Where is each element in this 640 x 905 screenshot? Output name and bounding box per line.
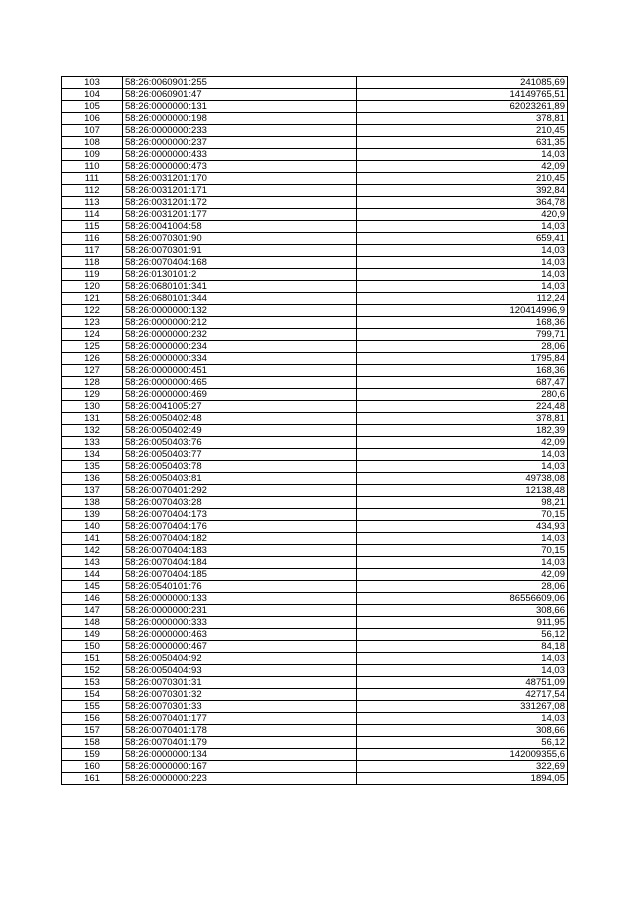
value-cell: 14,03 xyxy=(357,449,568,461)
table-row xyxy=(62,389,568,401)
cadastral-number-cell: 58:26:0070404:182 xyxy=(123,533,357,545)
value-cell: 378,81 xyxy=(357,113,568,125)
table-row xyxy=(62,545,568,557)
table-row xyxy=(62,665,568,677)
value-cell: 224,48 xyxy=(357,401,568,413)
value-cell: 210,45 xyxy=(357,173,568,185)
value-cell: 331267,08 xyxy=(357,701,568,713)
row-number-cell: 151 xyxy=(62,653,123,665)
row-number-cell: 129 xyxy=(62,389,123,401)
cadastral-number-cell: 58:26:0031201:170 xyxy=(123,173,357,185)
row-number-cell: 115 xyxy=(62,221,123,233)
value-cell: 56,12 xyxy=(357,629,568,641)
cadastral-number-cell: 58:26:0130101:2 xyxy=(123,269,357,281)
row-number-cell: 117 xyxy=(62,245,123,257)
value-cell: 14,03 xyxy=(357,149,568,161)
row-number-cell: 113 xyxy=(62,197,123,209)
row-number-cell: 134 xyxy=(62,449,123,461)
cadastral-number-cell: 58:26:0000000:233 xyxy=(123,125,357,137)
cadastral-number-cell: 58:26:0000000:334 xyxy=(123,353,357,365)
cadastral-number-cell: 58:26:0000000:433 xyxy=(123,149,357,161)
cadastral-number-cell: 58:26:0050403:77 xyxy=(123,449,357,461)
table-row xyxy=(62,401,568,413)
value-cell: 14,03 xyxy=(357,665,568,677)
cadastral-number-cell: 58:26:0070401:178 xyxy=(123,725,357,737)
table-row xyxy=(62,761,568,773)
row-number-cell: 106 xyxy=(62,113,123,125)
table-row xyxy=(62,77,568,89)
table-row xyxy=(62,569,568,581)
table-body xyxy=(62,77,568,785)
table-row xyxy=(62,773,568,785)
row-number-cell: 111 xyxy=(62,173,123,185)
row-number-cell: 131 xyxy=(62,413,123,425)
cadastral-number-cell: 58:26:0000000:231 xyxy=(123,605,357,617)
cadastral-number-cell: 58:26:0000000:234 xyxy=(123,341,357,353)
table-row xyxy=(62,317,568,329)
value-cell: 14,03 xyxy=(357,257,568,269)
value-cell: 14,03 xyxy=(357,533,568,545)
row-number-cell: 138 xyxy=(62,497,123,509)
row-number-cell: 141 xyxy=(62,533,123,545)
cadastral-number-cell: 58:26:0000000:223 xyxy=(123,773,357,785)
row-number-cell: 112 xyxy=(62,185,123,197)
cadastral-number-cell: 58:26:0070404:183 xyxy=(123,545,357,557)
cadastral-number-cell: 58:26:0070301:91 xyxy=(123,245,357,257)
row-number-cell: 123 xyxy=(62,317,123,329)
value-cell: 280,6 xyxy=(357,389,568,401)
row-number-cell: 116 xyxy=(62,233,123,245)
table-row xyxy=(62,557,568,569)
row-number-cell: 124 xyxy=(62,329,123,341)
cadastral-number-cell: 58:26:0000000:473 xyxy=(123,161,357,173)
table-row xyxy=(62,425,568,437)
table-row xyxy=(62,725,568,737)
row-number-cell: 152 xyxy=(62,665,123,677)
table-row xyxy=(62,689,568,701)
table-row xyxy=(62,473,568,485)
cadastral-number-cell: 58:26:0000000:167 xyxy=(123,761,357,773)
table-row xyxy=(62,101,568,113)
row-number-cell: 126 xyxy=(62,353,123,365)
table-row xyxy=(62,713,568,725)
row-number-cell: 107 xyxy=(62,125,123,137)
value-cell: 14,03 xyxy=(357,221,568,233)
value-cell: 112,24 xyxy=(357,293,568,305)
value-cell: 14,03 xyxy=(357,653,568,665)
row-number-cell: 146 xyxy=(62,593,123,605)
value-cell: 142009355,6 xyxy=(357,749,568,761)
value-cell: 49738,08 xyxy=(357,473,568,485)
row-number-cell: 109 xyxy=(62,149,123,161)
table-row xyxy=(62,257,568,269)
table-row xyxy=(62,521,568,533)
row-number-cell: 122 xyxy=(62,305,123,317)
value-cell: 687,47 xyxy=(357,377,568,389)
row-number-cell: 133 xyxy=(62,437,123,449)
cadastral-number-cell: 58:26:0070401:177 xyxy=(123,713,357,725)
cadastral-number-cell: 58:26:0031201:172 xyxy=(123,197,357,209)
cadastral-number-cell: 58:26:0031201:171 xyxy=(123,185,357,197)
cadastral-number-cell: 58:26:0050403:81 xyxy=(123,473,357,485)
row-number-cell: 118 xyxy=(62,257,123,269)
cadastral-number-cell: 58:26:0000000:133 xyxy=(123,593,357,605)
value-cell: 210,45 xyxy=(357,125,568,137)
table-row xyxy=(62,305,568,317)
cadastral-number-cell: 58:26:0070301:90 xyxy=(123,233,357,245)
cadastral-number-cell: 58:26:0050404:92 xyxy=(123,653,357,665)
cadastral-number-cell: 58:26:0070404:185 xyxy=(123,569,357,581)
value-cell: 14149765,51 xyxy=(357,89,568,101)
row-number-cell: 125 xyxy=(62,341,123,353)
table-row xyxy=(62,677,568,689)
cadastral-number-cell: 58:26:0680101:341 xyxy=(123,281,357,293)
cadastral-number-cell: 58:26:0000000:198 xyxy=(123,113,357,125)
cadastral-number-cell: 58:26:0050402:49 xyxy=(123,425,357,437)
cadastral-number-cell: 58:26:0070301:33 xyxy=(123,701,357,713)
row-number-cell: 140 xyxy=(62,521,123,533)
row-number-cell: 119 xyxy=(62,269,123,281)
table-row xyxy=(62,137,568,149)
value-cell: 14,03 xyxy=(357,245,568,257)
table-row xyxy=(62,185,568,197)
table-row xyxy=(62,221,568,233)
table-row xyxy=(62,593,568,605)
row-number-cell: 148 xyxy=(62,617,123,629)
cadastral-number-cell: 58:26:0060901:47 xyxy=(123,89,357,101)
cadastral-number-cell: 58:26:0050404:93 xyxy=(123,665,357,677)
value-cell: 120414996,9 xyxy=(357,305,568,317)
value-cell: 12138,48 xyxy=(357,485,568,497)
cadastral-number-cell: 58:26:0070404:168 xyxy=(123,257,357,269)
cadastral-number-cell: 58:26:0070301:32 xyxy=(123,689,357,701)
value-cell: 86556609,06 xyxy=(357,593,568,605)
table-row xyxy=(62,365,568,377)
cadastral-table xyxy=(61,76,568,785)
value-cell: 378,81 xyxy=(357,413,568,425)
row-number-cell: 136 xyxy=(62,473,123,485)
value-cell: 1894,05 xyxy=(357,773,568,785)
cadastral-number-cell: 58:26:0000000:463 xyxy=(123,629,357,641)
row-number-cell: 143 xyxy=(62,557,123,569)
table-row xyxy=(62,89,568,101)
table-row xyxy=(62,737,568,749)
value-cell: 392,84 xyxy=(357,185,568,197)
cadastral-number-cell: 58:26:0000000:131 xyxy=(123,101,357,113)
cadastral-number-cell: 58:26:0000000:465 xyxy=(123,377,357,389)
value-cell: 14,03 xyxy=(357,281,568,293)
row-number-cell: 121 xyxy=(62,293,123,305)
table-row xyxy=(62,437,568,449)
row-number-cell: 120 xyxy=(62,281,123,293)
cadastral-number-cell: 58:26:0031201:177 xyxy=(123,209,357,221)
table-row xyxy=(62,113,568,125)
row-number-cell: 105 xyxy=(62,101,123,113)
table-row xyxy=(62,749,568,761)
cadastral-number-cell: 58:26:0070401:292 xyxy=(123,485,357,497)
value-cell: 70,15 xyxy=(357,509,568,521)
cadastral-number-cell: 58:26:0070404:176 xyxy=(123,521,357,533)
value-cell: 911,95 xyxy=(357,617,568,629)
table-row xyxy=(62,293,568,305)
value-cell: 659,41 xyxy=(357,233,568,245)
value-cell: 799,71 xyxy=(357,329,568,341)
cadastral-number-cell: 58:26:0060901:255 xyxy=(123,77,357,89)
value-cell: 322,69 xyxy=(357,761,568,773)
row-number-cell: 135 xyxy=(62,461,123,473)
table-row xyxy=(62,533,568,545)
table-row xyxy=(62,581,568,593)
table-row xyxy=(62,161,568,173)
cadastral-number-cell: 58:26:0070403:28 xyxy=(123,497,357,509)
cadastral-number-cell: 58:26:0000000:134 xyxy=(123,749,357,761)
table-row xyxy=(62,269,568,281)
cadastral-number-cell: 58:26:0000000:132 xyxy=(123,305,357,317)
table-row xyxy=(62,605,568,617)
cadastral-number-cell: 58:26:0050403:76 xyxy=(123,437,357,449)
cadastral-number-cell: 58:26:0000000:232 xyxy=(123,329,357,341)
cadastral-number-cell: 58:26:0050402:48 xyxy=(123,413,357,425)
row-number-cell: 139 xyxy=(62,509,123,521)
table-row xyxy=(62,341,568,353)
cadastral-number-cell: 58:26:0000000:451 xyxy=(123,365,357,377)
cadastral-number-cell: 58:26:0070404:173 xyxy=(123,509,357,521)
row-number-cell: 142 xyxy=(62,545,123,557)
cadastral-number-cell: 58:26:0000000:469 xyxy=(123,389,357,401)
value-cell: 182,39 xyxy=(357,425,568,437)
row-number-cell: 144 xyxy=(62,569,123,581)
value-cell: 28,06 xyxy=(357,581,568,593)
value-cell: 168,36 xyxy=(357,317,568,329)
value-cell: 28,06 xyxy=(357,341,568,353)
table-row xyxy=(62,125,568,137)
table-row xyxy=(62,245,568,257)
row-number-cell: 147 xyxy=(62,605,123,617)
table-row xyxy=(62,233,568,245)
table-row xyxy=(62,617,568,629)
value-cell: 62023261,89 xyxy=(357,101,568,113)
cadastral-number-cell: 58:26:0070301:31 xyxy=(123,677,357,689)
value-cell: 42717,54 xyxy=(357,689,568,701)
cadastral-number-cell: 58:26:0000000:212 xyxy=(123,317,357,329)
cadastral-number-cell: 58:26:0070401:179 xyxy=(123,737,357,749)
row-number-cell: 155 xyxy=(62,701,123,713)
row-number-cell: 149 xyxy=(62,629,123,641)
row-number-cell: 108 xyxy=(62,137,123,149)
cadastral-number-cell: 58:26:0000000:237 xyxy=(123,137,357,149)
row-number-cell: 127 xyxy=(62,365,123,377)
row-number-cell: 145 xyxy=(62,581,123,593)
table-row xyxy=(62,281,568,293)
table-row xyxy=(62,461,568,473)
row-number-cell: 137 xyxy=(62,485,123,497)
value-cell: 84,18 xyxy=(357,641,568,653)
cadastral-number-cell: 58:26:0680101:344 xyxy=(123,293,357,305)
value-cell: 70,15 xyxy=(357,545,568,557)
row-number-cell: 110 xyxy=(62,161,123,173)
value-cell: 14,03 xyxy=(357,557,568,569)
value-cell: 420,9 xyxy=(357,209,568,221)
table-row xyxy=(62,701,568,713)
value-cell: 308,66 xyxy=(357,605,568,617)
value-cell: 1795,84 xyxy=(357,353,568,365)
row-number-cell: 161 xyxy=(62,773,123,785)
table-row xyxy=(62,329,568,341)
row-number-cell: 160 xyxy=(62,761,123,773)
value-cell: 42,09 xyxy=(357,437,568,449)
row-number-cell: 159 xyxy=(62,749,123,761)
value-cell: 364,78 xyxy=(357,197,568,209)
value-cell: 241085,69 xyxy=(357,77,568,89)
table-row xyxy=(62,485,568,497)
table-row xyxy=(62,629,568,641)
table-row xyxy=(62,449,568,461)
cadastral-number-cell: 58:26:0000000:467 xyxy=(123,641,357,653)
row-number-cell: 130 xyxy=(62,401,123,413)
value-cell: 48751,09 xyxy=(357,677,568,689)
value-cell: 14,03 xyxy=(357,461,568,473)
row-number-cell: 158 xyxy=(62,737,123,749)
table-row xyxy=(62,653,568,665)
value-cell: 14,03 xyxy=(357,269,568,281)
value-cell: 14,03 xyxy=(357,713,568,725)
table-row xyxy=(62,377,568,389)
cadastral-number-cell: 58:26:0540101:76 xyxy=(123,581,357,593)
table-row xyxy=(62,209,568,221)
row-number-cell: 156 xyxy=(62,713,123,725)
value-cell: 42,09 xyxy=(357,161,568,173)
row-number-cell: 153 xyxy=(62,677,123,689)
table-row xyxy=(62,173,568,185)
table-row xyxy=(62,509,568,521)
table-row xyxy=(62,197,568,209)
row-number-cell: 104 xyxy=(62,89,123,101)
row-number-cell: 154 xyxy=(62,689,123,701)
cadastral-number-cell: 58:26:0041004:58 xyxy=(123,221,357,233)
row-number-cell: 157 xyxy=(62,725,123,737)
table-row xyxy=(62,353,568,365)
table-row xyxy=(62,641,568,653)
cadastral-number-cell: 58:26:0000000:333 xyxy=(123,617,357,629)
table-row xyxy=(62,413,568,425)
table-row xyxy=(62,149,568,161)
value-cell: 631,35 xyxy=(357,137,568,149)
row-number-cell: 103 xyxy=(62,77,123,89)
cadastral-number-cell: 58:26:0050403:78 xyxy=(123,461,357,473)
cadastral-number-cell: 58:26:0070404:184 xyxy=(123,557,357,569)
value-cell: 308,66 xyxy=(357,725,568,737)
cadastral-number-cell: 58:26:0041005:27 xyxy=(123,401,357,413)
value-cell: 98,21 xyxy=(357,497,568,509)
value-cell: 168,36 xyxy=(357,365,568,377)
row-number-cell: 132 xyxy=(62,425,123,437)
row-number-cell: 128 xyxy=(62,377,123,389)
row-number-cell: 150 xyxy=(62,641,123,653)
value-cell: 56,12 xyxy=(357,737,568,749)
value-cell: 42,09 xyxy=(357,569,568,581)
value-cell: 434,93 xyxy=(357,521,568,533)
table-row xyxy=(62,497,568,509)
row-number-cell: 114 xyxy=(62,209,123,221)
